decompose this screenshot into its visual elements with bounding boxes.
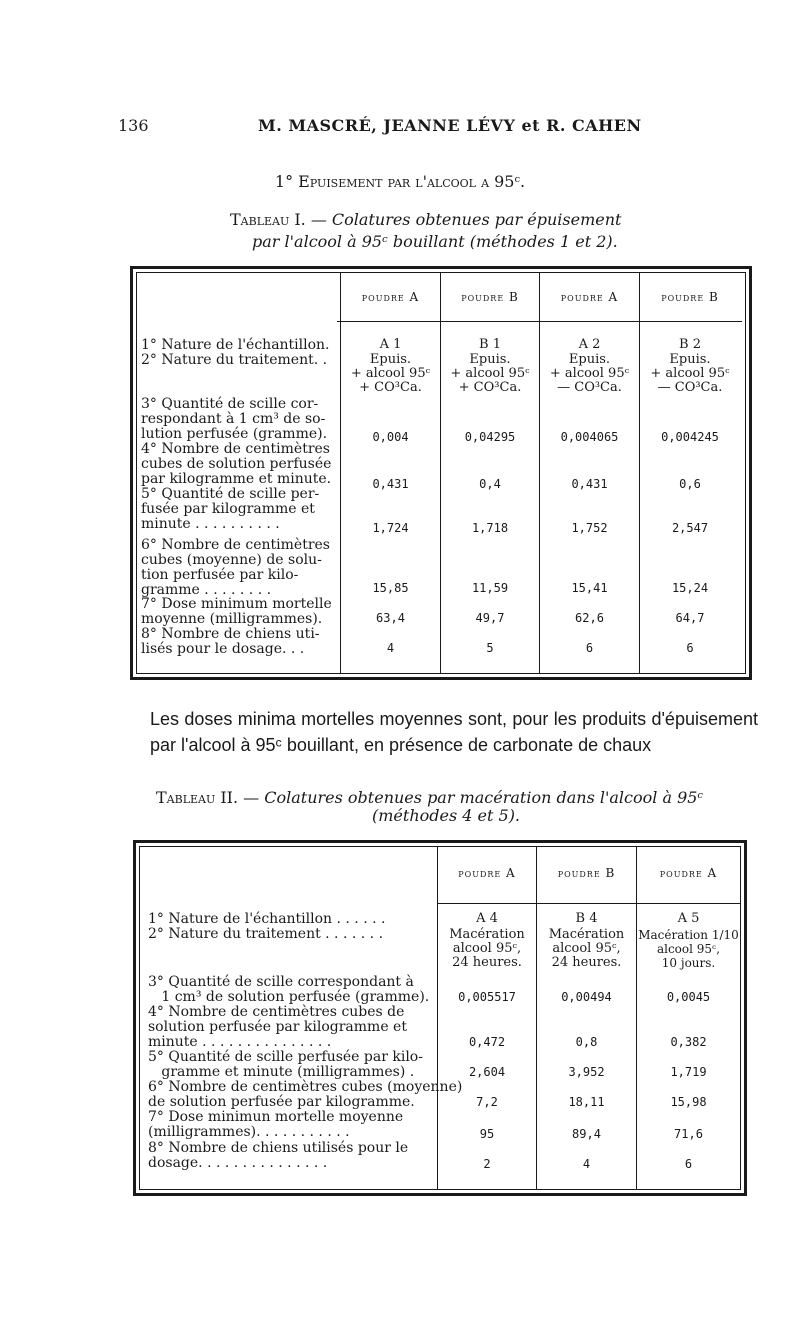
table1-cell: 64,7 <box>675 611 705 625</box>
table2-cell: 6 <box>684 1157 693 1171</box>
table1-cell: B 1 <box>479 337 501 352</box>
table1-row-label: 2° Nature du traitement. . <box>141 352 328 368</box>
table2-cell: 15,98 <box>670 1095 707 1109</box>
table1-cell: 0,04295 <box>464 430 516 444</box>
table2-cell: Macération 1/10 alcool 95ᶜ, 10 jours. <box>638 928 739 970</box>
table1-caption-label: Tableau I. <box>230 210 306 229</box>
table1-cell: 15,24 <box>671 581 709 595</box>
table1-cell: 49,7 <box>475 611 505 625</box>
table1-cell: 15,41 <box>571 581 608 595</box>
table1-cell: 0,004065 <box>560 430 619 444</box>
table2-caption-line2: (méthodes 4 et 5). <box>372 806 521 825</box>
table2-cell: 89,4 <box>572 1127 601 1141</box>
table1-cell: 0,004 <box>372 430 409 444</box>
table2-cell: 95 <box>479 1127 495 1141</box>
table1-cell: 6 <box>686 641 694 655</box>
table1-cell: 1,724 <box>372 521 409 535</box>
table1-cell: 1,718 <box>471 521 509 535</box>
table2-cell: 0,0045 <box>666 990 711 1004</box>
table2-cell: Macération alcool 95ᶜ, 24 heures. <box>449 927 525 970</box>
table2-row-label: 1° Nature de l'échantillon . . . . . . <box>148 911 386 927</box>
table1-caption-line1 <box>230 210 621 229</box>
table1-col-header-1: poudre A <box>361 290 420 304</box>
table2-cell: 71,6 <box>674 1127 703 1141</box>
table1-row-label: 1° Nature de l'échantillon. <box>141 337 330 353</box>
table1-cell: 2,547 <box>671 521 709 535</box>
table2-cell: Macération alcool 95ᶜ, 24 heures. <box>548 927 625 970</box>
table1-cell: Epuis. + alcool 95ᶜ — CO³Ca. <box>650 352 730 395</box>
table1-cell: 5 <box>486 641 494 655</box>
table1-row-label: 8° Nombre de chiens uti- lisés pour le dosage. . . <box>141 626 320 657</box>
authors-header: M. MASCRÉ, JEANNE LÉVY et R. CAHEN <box>258 116 642 135</box>
table1-caption-line2: par l'alcool à 95ᶜ bouillant (méthodes 1 et 2). <box>252 232 618 251</box>
table2-col-header-3: poudre A <box>659 866 718 880</box>
table1-row-label: 6° Nombre de centimètres cubes (moyenne) de solu- tion perfusée par kilo- gramme . . . . . . . . <box>141 537 330 598</box>
table1-cell: A 2 <box>578 337 601 352</box>
table2-caption-label: Tableau II. <box>156 788 239 807</box>
table1-col-header-3: poudre A <box>560 290 619 304</box>
table1-cell: 1,752 <box>571 521 608 535</box>
table2-col-header-2: poudre B <box>557 866 616 880</box>
table1-cell: 11,59 <box>471 581 509 595</box>
table2-cell: 18,11 <box>568 1095 605 1109</box>
table1-cell: 0,4 <box>479 477 501 491</box>
table2-row-label: 5° Quantité de scille perfusée par kilo- gramme et minute (milligrammes) . <box>148 1049 423 1080</box>
table2-cell: A 4 <box>476 911 498 926</box>
table2-row-label: 3° Quantité de scille correspondant à 1 cm³ de solution perfusée (gramme). <box>148 974 430 1005</box>
table2-cell: 0,005517 <box>458 990 516 1004</box>
table2-cell: 7,2 <box>476 1095 498 1109</box>
table1-cell: 0,431 <box>571 477 608 491</box>
table1-cell: 62,6 <box>575 611 604 625</box>
table2-cell: B 4 <box>575 911 598 926</box>
table1-cell: 63,4 <box>376 611 405 625</box>
table2-cell: 0,382 <box>670 1035 707 1049</box>
table1-col-header-2: poudre B <box>461 290 519 304</box>
table1-cell: A 1 <box>379 337 402 352</box>
table2-cell: 3,952 <box>568 1065 605 1079</box>
table1-cell: Epuis. + alcool 95ᶜ + CO³Ca. <box>450 352 530 395</box>
table2-cell: 0,8 <box>575 1035 598 1049</box>
table1-cell: 0,004245 <box>661 430 719 444</box>
table2-col-header-1: poudre A <box>458 866 516 880</box>
table2-row-label: 7° Dose minimun mortelle moyenne (milligrammes). . . . . . . . . . . <box>148 1109 404 1140</box>
table1-cell: B 2 <box>679 337 701 352</box>
section-title: 1° Epuisement par l'alcool a 95ᶜ. <box>274 172 526 191</box>
table1-cell: 0,431 <box>372 477 409 491</box>
running-header <box>0 116 800 140</box>
table2-cell: 0,472 <box>468 1035 506 1049</box>
table1-cell: Epuis. + alcool 95ᶜ — CO³Ca. <box>549 352 630 395</box>
table2-cell: 2,604 <box>468 1065 506 1079</box>
table1-cell: 6 <box>585 641 594 655</box>
table1-cell: Epuis. + alcool 95ᶜ + CO³Ca. <box>350 352 431 395</box>
table2-cell: 0,00494 <box>561 990 612 1004</box>
table1-cell: 15,85 <box>372 581 409 595</box>
table1-caption-text: — Colatures obtenues par épuisement <box>305 210 622 229</box>
table2-cell: 1,719 <box>670 1065 707 1079</box>
table2-caption-text: — Colatures obtenues par macération dans l'alcool à 95ᶜ <box>238 788 704 807</box>
table2-row-label: 8° Nombre de chiens utilisés pour le dosage. . . . . . . . . . . . . . . <box>148 1140 409 1171</box>
table2-cell: A 5 <box>677 911 700 926</box>
table2-cell: 4 <box>582 1157 591 1171</box>
table1-row-label: 7° Dose minimum mortelle moyenne (milligrammes). <box>141 596 332 627</box>
table1-cell: 4 <box>386 641 395 655</box>
table1-col-header-4: poudre B <box>661 290 719 304</box>
table2-header-rule <box>437 903 740 904</box>
table1-cell: 0,6 <box>679 477 701 491</box>
table1-row-label: 3° Quantité de scille cor- respondant à 1 cm³ de so- lution perfusée (gramme). <box>141 396 328 442</box>
table1-row-label: 4° Nombre de centimètres cubes de solution perfusée par kilogramme et minute. <box>141 441 332 487</box>
body-paragraph: Les doses minima mortelles moyennes sont, pour les produits d'épuisement par l'alcool à 95ᶜ bouillant, en présence de carbonate de chaux <box>150 709 758 755</box>
table2-row-label: 2° Nature du traitement . . . . . . . <box>148 926 384 942</box>
table2-row-label: 6° Nombre de centimètres cubes (moyenne) de solution perfusée par kilogramme. <box>148 1079 463 1110</box>
table2-row-label: 4° Nombre de centimètres cubes de solution perfusée par kilogramme et minute . . . . . . . . . . . . . . . <box>148 1004 407 1050</box>
table2-cell: 2 <box>483 1157 491 1171</box>
table2-caption-line1 <box>156 788 703 807</box>
page-number: 136 <box>118 116 149 135</box>
table1-row-label: 5° Quantité de scille per- fusée par kilogramme et minute . . . . . . . . . . <box>141 486 320 532</box>
